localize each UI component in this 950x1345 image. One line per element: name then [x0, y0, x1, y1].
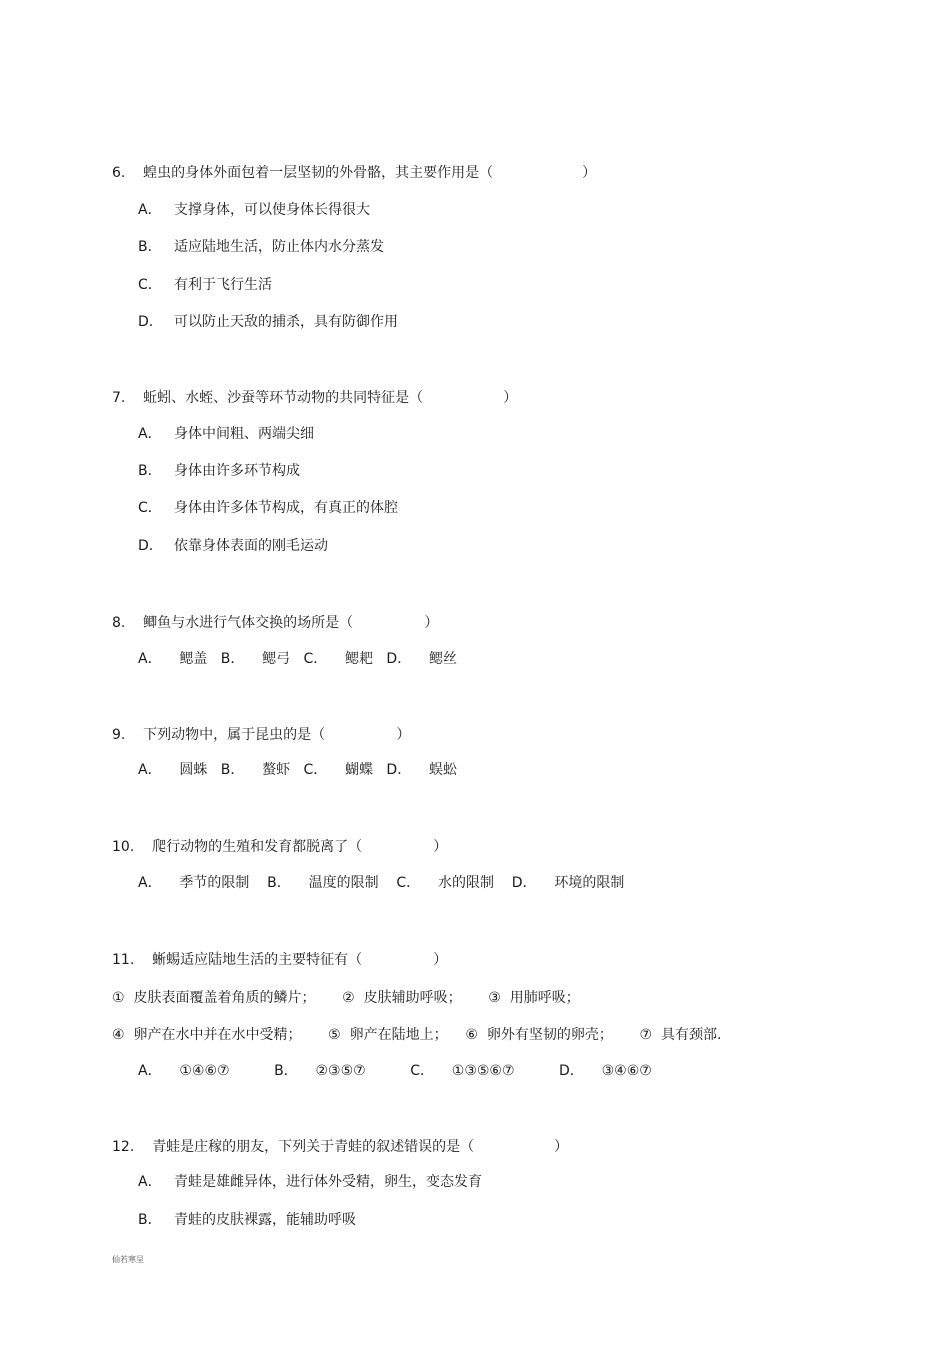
option-text: 身体中间粗、两端尖细: [174, 426, 314, 442]
question-11-statements-2: ④ 卵产在水中并在水中受精； ⑤ 卵产在陆地上； ⑥ 卵外有坚韧的卵壳； ⑦ 具有颈部.: [112, 1027, 722, 1043]
option-label: A．: [138, 202, 162, 218]
question-6-option-a: [138, 199, 370, 219]
question-6-option-d: [138, 311, 398, 331]
option-text: 身体由许多体节构成，有真正的体腔: [174, 500, 398, 516]
option-text: 青蛙的皮肤裸露，能辅助呼吸: [174, 1212, 356, 1228]
question-12-option-b: [138, 1209, 356, 1229]
question-7-option-b: [138, 460, 300, 480]
question-12-option-a: [138, 1171, 482, 1191]
question-9-stem: 9. 下列动物中，属于昆虫的是（ ）: [112, 727, 411, 743]
question-10-options: A． 季节的限制 B． 温度的限制 C． 水的限制 D． 环境的限制: [138, 875, 625, 891]
option-label: C．: [138, 277, 162, 293]
question-11-options: A． ①④⑥⑦ B． ②③⑤⑦ C． ①③⑤⑥⑦ D． ③④⑥⑦: [138, 1063, 652, 1079]
question-6-option-b: [138, 236, 384, 256]
question-8-stem: 8. 鲫鱼与水进行气体交换的场所是（ ）: [112, 615, 439, 631]
question-12-stem: 12. 青蛙是庄稼的朋友，下列关于青蛙的叙述错误的是（ ）: [112, 1139, 569, 1155]
question-7-option-c: [138, 497, 398, 517]
page-footer: 仙若寒呈: [112, 1255, 144, 1264]
question-9-options: A． 圆蛛 B． 螯虾 C． 蝴蝶 D． 蜈蚣: [138, 762, 457, 778]
question-11-stem: 11. 蜥蜴适应陆地生活的主要特征有（ ）: [112, 952, 448, 968]
option-label: B．: [138, 239, 162, 255]
question-7-stem: 7. 蚯蚓、水蛭、沙蚕等环节动物的共同特征是（ ）: [112, 390, 518, 406]
option-label: D．: [138, 314, 163, 330]
option-label: A．: [138, 426, 162, 442]
question-10-stem: 10. 爬行动物的生殖和发育都脱离了（ ）: [112, 839, 448, 855]
option-text: 身体由许多环节构成: [174, 463, 300, 479]
question-6-stem: 6. 蝗虫的身体外面包着一层坚韧的外骨骼，其主要作用是（ ）: [112, 165, 597, 181]
option-text: 青蛙是雄雌异体，进行体外受精，卵生，变态发育: [174, 1174, 482, 1190]
question-6-option-c: [138, 274, 272, 294]
option-text: 有利于飞行生活: [174, 277, 272, 293]
option-text: 可以防止天敌的捕杀，具有防御作用: [174, 314, 398, 330]
question-8-options: A． 鳃盖 B． 鳃弓 C． 鳃耙 D． 鳃丝: [138, 651, 457, 667]
option-label: D．: [138, 538, 163, 554]
option-label: B．: [138, 1212, 162, 1228]
question-7-option-a: [138, 423, 314, 443]
option-label: C．: [138, 500, 162, 516]
option-text: 适应陆地生活，防止体内水分蒸发: [174, 239, 384, 255]
option-text: 依靠身体表面的刚毛运动: [174, 538, 328, 554]
question-11-statements-1: ① 皮肤表面覆盖着角质的鳞片； ② 皮肤辅助呼吸； ③ 用肺呼吸；: [112, 990, 580, 1006]
option-label: A．: [138, 1174, 162, 1190]
option-text: 支撑身体，可以使身体长得很大: [174, 202, 370, 218]
option-label: B．: [138, 463, 162, 479]
question-7-option-d: [138, 535, 328, 555]
